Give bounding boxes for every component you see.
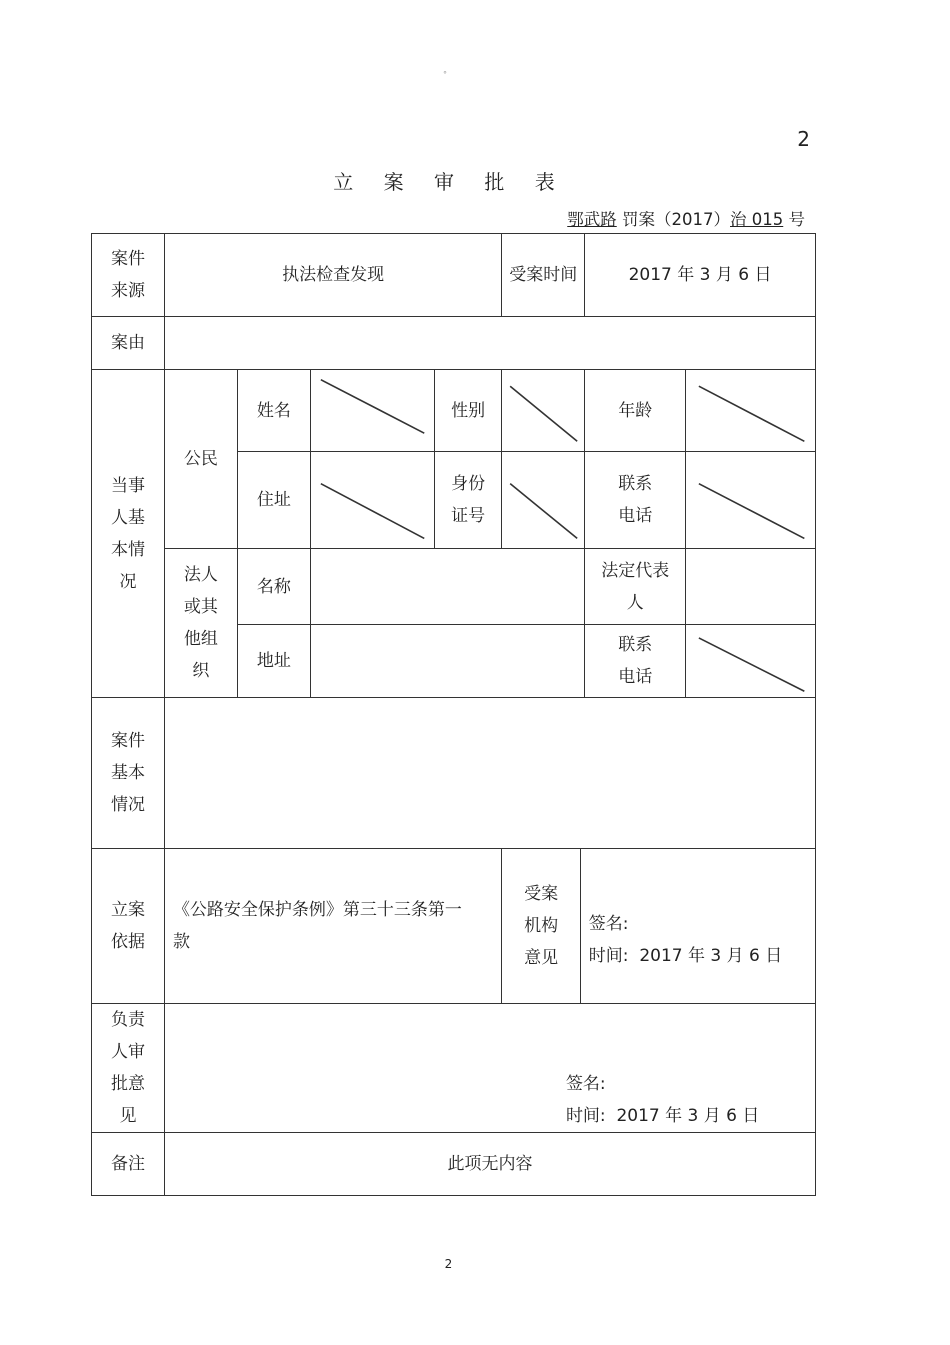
age-label: 年龄 [585,370,686,452]
case-number-middle: 罚案（2017） [622,210,730,229]
accept-time-label: 受案时间 [502,234,585,317]
case-number [430,206,805,230]
leader-time-line [566,1100,815,1132]
dept-opinion-label: 受案机构意见 [502,849,580,1004]
dept-time-line [589,940,815,972]
case-basic-label: 案件基本情况 [92,698,165,849]
dept-time-label: 时间: [588,946,629,966]
org-name-value [310,549,584,625]
leader-approval-cell [164,1004,815,1133]
party-info-label: 当事人基本情况 [92,370,165,698]
leader-sign-label: 签名: [565,1074,606,1094]
organization-label: 法人或其他组织 [164,549,237,698]
name-value-slash [310,370,434,452]
case-basic-value [164,698,815,849]
case-source-value: 执法检查发现 [164,234,501,317]
org-phone-label: 联系电话 [585,625,686,698]
leader-time-value: 2017 年 3 月 6 日 [616,1106,760,1126]
leader-approval-label: 负责人审批意见 [92,1004,165,1133]
legal-rep-value [686,549,816,625]
page-number-bottom: 2 [444,1257,453,1271]
leader-time-label: 时间: [565,1106,606,1126]
address-value-slash [310,452,434,549]
org-address-value [310,625,584,698]
decorative-dot: ° [443,70,447,79]
case-cause-value [164,317,815,370]
citizen-label: 公民 [164,370,237,549]
case-cause-label: 案由 [92,317,165,370]
dept-sign-label: 签名: [588,914,629,934]
approval-form-table [91,233,816,1196]
page-title: 立 案 审 批 表 [333,170,567,194]
remarks-label: 备注 [92,1133,165,1196]
phone-label: 联系电话 [585,452,686,549]
dept-time-value: 2017 年 3 月 6 日 [639,946,783,966]
dept-opinion-cell [580,849,815,1004]
gender-label: 性别 [434,370,501,452]
case-source-label: 案件来源 [92,234,165,317]
phone-value-slash [686,452,816,549]
name-label: 姓名 [237,370,310,452]
id-number-label: 身份证号 [434,452,501,549]
age-value-slash [686,370,816,452]
legal-rep-label: 法定代表人 [585,549,686,625]
case-number-type: 治 015 [730,210,784,229]
case-number-suffix: 号 [788,210,805,229]
page-number-top: 2 [797,127,810,151]
address-label: 住址 [237,452,310,549]
org-phone-value-slash [686,625,816,698]
id-number-value-slash [502,452,585,549]
filing-basis-label: 立案依据 [92,849,165,1004]
filing-basis-value: 《公路安全保护条例》第三十三条第一款 [164,849,501,1004]
gender-value-slash [502,370,585,452]
org-name-label: 名称 [237,549,310,625]
org-address-label: 地址 [237,625,310,698]
remarks-value: 此项无内容 [164,1133,815,1196]
case-number-org: 鄂武路 [567,210,617,229]
accept-time-value: 2017 年 3 月 6 日 [585,234,816,317]
